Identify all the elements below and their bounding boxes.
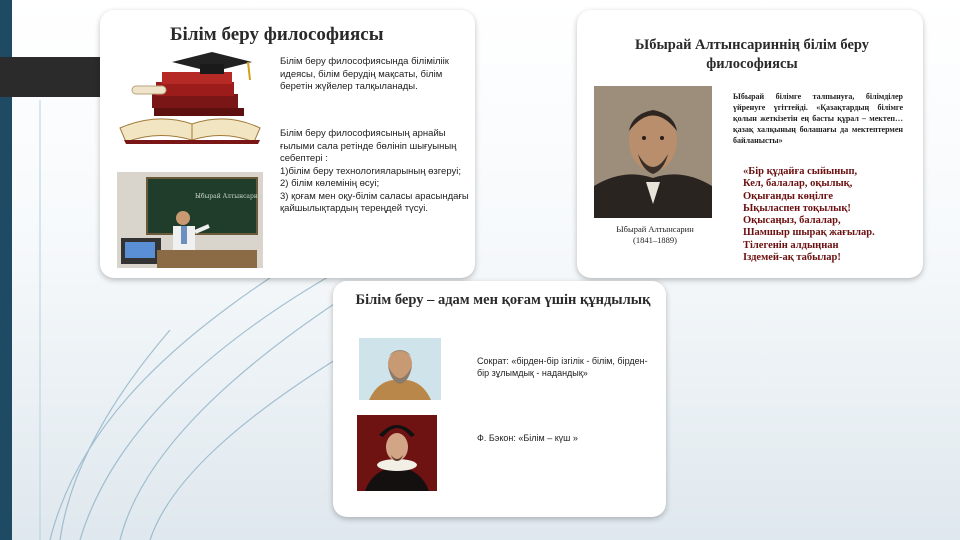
poem-line-5: Оқысаңыз, балалар, <box>743 215 841 227</box>
books-graduation-cap-image <box>112 50 262 145</box>
dark-tab-marker <box>0 57 100 97</box>
card-education-value <box>333 281 666 517</box>
poem-line-2: Кел, балалар, оқылық, <box>743 178 853 190</box>
card1-paragraph2 <box>280 128 470 216</box>
poem-line-8: Іздемей-ақ табылар! <box>743 252 841 264</box>
bacon-quote: Ф. Бэкон: «Білім – күш » <box>477 433 578 443</box>
card2-title: Ыбырай Алтынсариннің білім беру философиясы <box>634 37 870 72</box>
socrates-quote: Сократ: «бірден-бір ізгілік - білім, бірден-бір зұлымдық - надандық» <box>477 356 648 378</box>
poem-line-6: Шамшыр шырақ жағылар. <box>743 227 875 239</box>
poem-line-3: Оқығанды көңілге <box>743 190 834 202</box>
poem-line-1: «Бір құдайға сыйынып, <box>743 166 858 177</box>
card1-reasons-intro: Білім беру философиясының арнайы ғылыми сала ретінде бөлініп шығуының себептері : <box>280 128 457 164</box>
card1-title: Білім беру философиясы <box>170 24 384 45</box>
poem-line-7: Тілегенін алдыңнан <box>743 239 839 251</box>
teacher-classroom-photo <box>117 172 263 268</box>
card1-paragraph1: Білім беру философиясында біліміліік идеясы, білім берудің мақсаты, білім беретін жүйелер талқыланады. <box>280 56 449 92</box>
bacon-portrait <box>357 415 437 491</box>
card1-reason-1: 1)білім беру технологияларының өзгеруі; <box>280 165 462 177</box>
altynsarin-portrait <box>594 86 712 218</box>
portrait-caption-years: (1841–1889) <box>633 235 677 245</box>
chalkboard-writing: Ыбырай Алтынсарин <box>195 193 262 200</box>
card3-title: Білім беру – адам мен қоғам үшін құндылық <box>355 292 651 308</box>
card2-paragraph: Ыбырай білімге талпынуға, білімділер үйренуге үгіттейді. «Қазақтардың білімге қолын жеткізетін ең басты құрал – мектеп… қазақ халқының болашағы да мектептермен байланысты» <box>733 92 903 145</box>
altynsarin-poem <box>743 166 875 264</box>
portrait-caption-name: Ыбырай Алтынсарин <box>616 224 694 234</box>
card1-reason-3: 3) қоғам мен оқу-білім саласы арасындағы қайшылықтардың тереңдей түсуі. <box>280 190 469 214</box>
card1-reason-2: 2) білім көлемінің өсуі; <box>280 178 380 189</box>
card-altynsarin-philosophy <box>577 10 923 278</box>
poem-line-4: Ықыласпен тоқылық! <box>743 202 851 214</box>
socrates-image <box>359 338 441 400</box>
card-education-philosophy <box>100 10 475 278</box>
portrait-caption <box>595 224 715 246</box>
